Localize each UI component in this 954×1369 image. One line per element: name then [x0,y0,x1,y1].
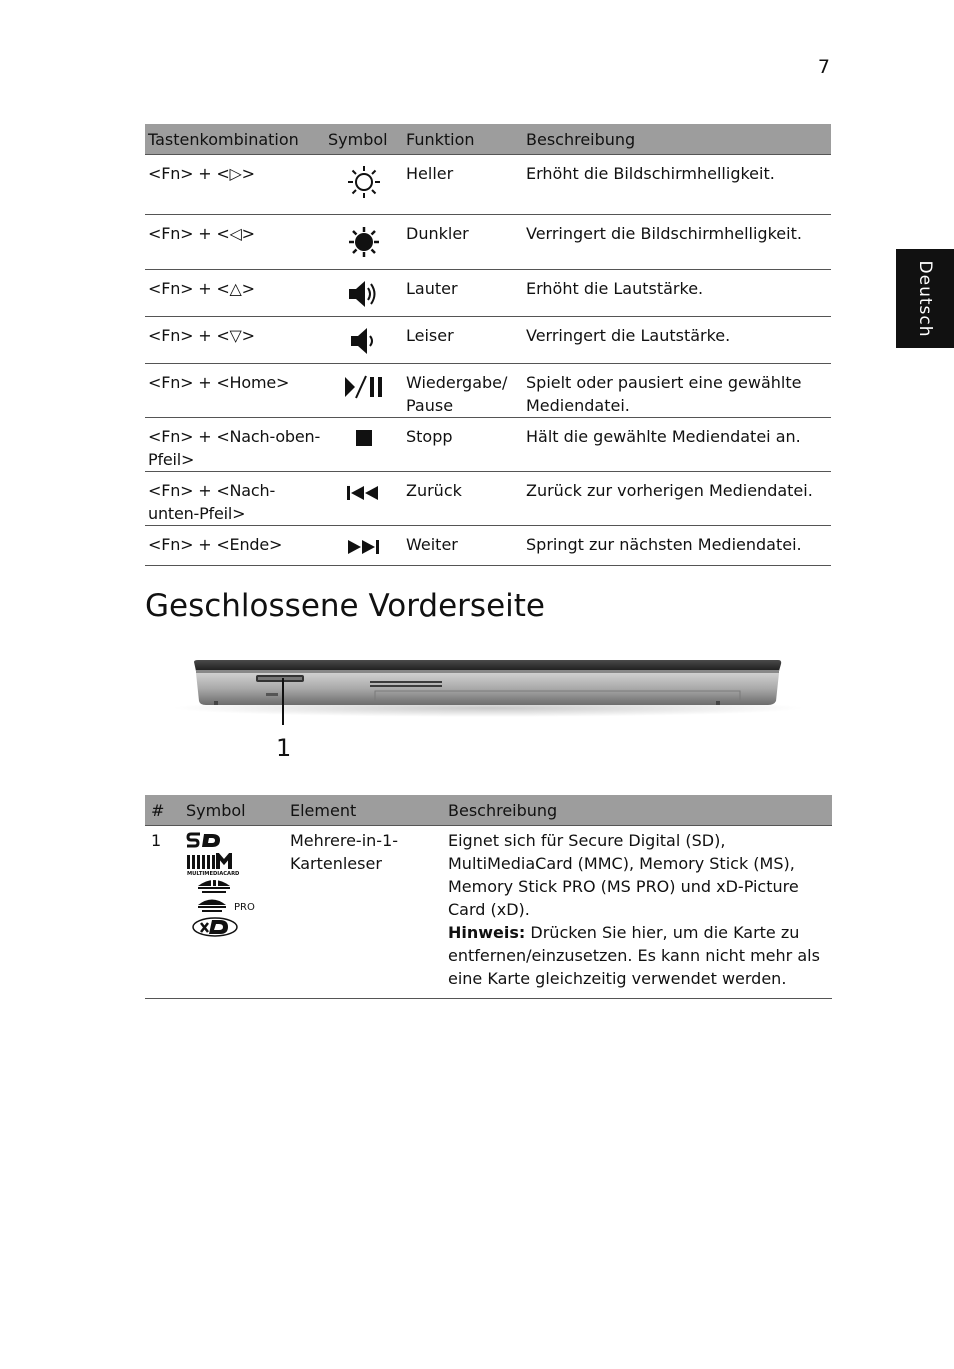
table-row [145,270,831,317]
callout-number: 1 [276,734,292,762]
table-row [145,155,831,215]
symbol-cell [183,826,287,999]
function-description: Hält die gewählte Mediendatei an. [523,418,831,472]
brightness-down-icon [347,225,381,259]
xd-logo-icon [191,916,241,938]
table-header-row [145,795,832,826]
volume-down-icon [347,325,381,357]
function-description: Verringert die Bildschirmhelligkeit. [523,215,831,270]
key-combination: <Fn> + <▷> [145,155,325,215]
sd-logo-icon [186,831,226,851]
function-description: Springt zur nächsten Mediendatei. [523,526,831,566]
volume-up-icon [347,278,381,310]
table-row [145,826,832,999]
key-combination: <Fn> + <Nach-unten-Pfeil> [145,472,325,526]
function-name: Wiedergabe/ Pause [403,364,523,418]
symbol-cell [325,155,403,215]
column-header: Tastenkombination [145,124,325,155]
column-header: Symbol [183,795,287,826]
key-combination: <Fn> + <▽> [145,317,325,364]
function-description: Erhöht die Lautstärke. [523,270,831,317]
column-header: # [145,795,183,826]
table-row [145,418,831,472]
function-name: Weiter [403,526,523,566]
key-combination: <Fn> + <Home> [145,364,325,418]
function-description: Erhöht die Bildschirmhelligkeit. [523,155,831,215]
column-header: Funktion [403,124,523,155]
key-combination-table [145,124,831,566]
stop-icon [354,428,374,448]
symbol-cell [325,472,403,526]
table-row [145,472,831,526]
next-icon [345,537,383,557]
table-row [145,526,831,566]
previous-icon [345,483,383,503]
table-row [145,364,831,418]
symbol-cell [325,270,403,317]
function-description: Zurück zur vorherigen Mediendatei. [523,472,831,526]
key-combination: <Fn> + <Ende> [145,526,325,566]
function-name: Leiser [403,317,523,364]
element-description: Eignet sich für Secure Digital (SD), MultiMediaCard (MMC), Memory Stick (MS), Memory Stick PRO (MS PRO) und xD-Picture Card (xD). [448,831,799,919]
front-components-table [145,795,832,999]
table-row [145,317,831,364]
symbol-cell [325,364,403,418]
symbol-cell [325,215,403,270]
function-description: Spielt oder pausiert eine gewählte Mediendatei. [523,364,831,418]
play-pause-icon [343,374,385,400]
table-row [145,215,831,270]
function-name: Lauter [403,270,523,317]
key-combination: <Fn> + <◁> [145,215,325,270]
function-description: Verringert die Lautstärke. [523,317,831,364]
multimediacard-logo-icon [186,853,240,877]
symbol-cell [325,317,403,364]
note-text: Drücken Sie hier, um die Karte zu entfernen/einzusetzen. Es kann nicht mehr als eine Karte gleichzeitig verwendet werden. [448,923,820,988]
memory-stick-logo-icon [194,877,234,895]
function-name: Heller [403,155,523,215]
key-combination: <Fn> + <△> [145,270,325,317]
function-name: Stopp [403,418,523,472]
mmc-logo-text: MULTIMEDIACARD [187,871,240,877]
symbol-cell [325,418,403,472]
brightness-up-icon [347,165,381,199]
key-combination: <Fn> + <Nach-oben-Pfeil> [145,418,325,472]
column-header: Beschreibung [523,124,831,155]
page-number: 7 [817,56,830,78]
language-tab-label: Deutsch [915,260,935,337]
column-header: Element [287,795,445,826]
element-name: Mehrere-in-1-Kartenleser [287,826,445,999]
table-header-row [145,124,831,155]
note-label: Hinweis: [448,923,526,942]
column-header: Symbol [325,124,403,155]
memory-stick-pro-logo-icon [194,896,264,914]
item-number: 1 [145,826,183,999]
symbol-cell [325,526,403,566]
section-title: Geschlossene Vorderseite [145,588,545,624]
element-description-cell [445,826,832,999]
column-header: Beschreibung [445,795,832,826]
laptop-front-illustration [170,655,810,730]
function-name: Zurück [403,472,523,526]
note [448,921,829,990]
function-name: Dunkler [403,215,523,270]
memory-stick-pro-text: PRO [234,902,255,913]
language-tab [896,249,954,348]
